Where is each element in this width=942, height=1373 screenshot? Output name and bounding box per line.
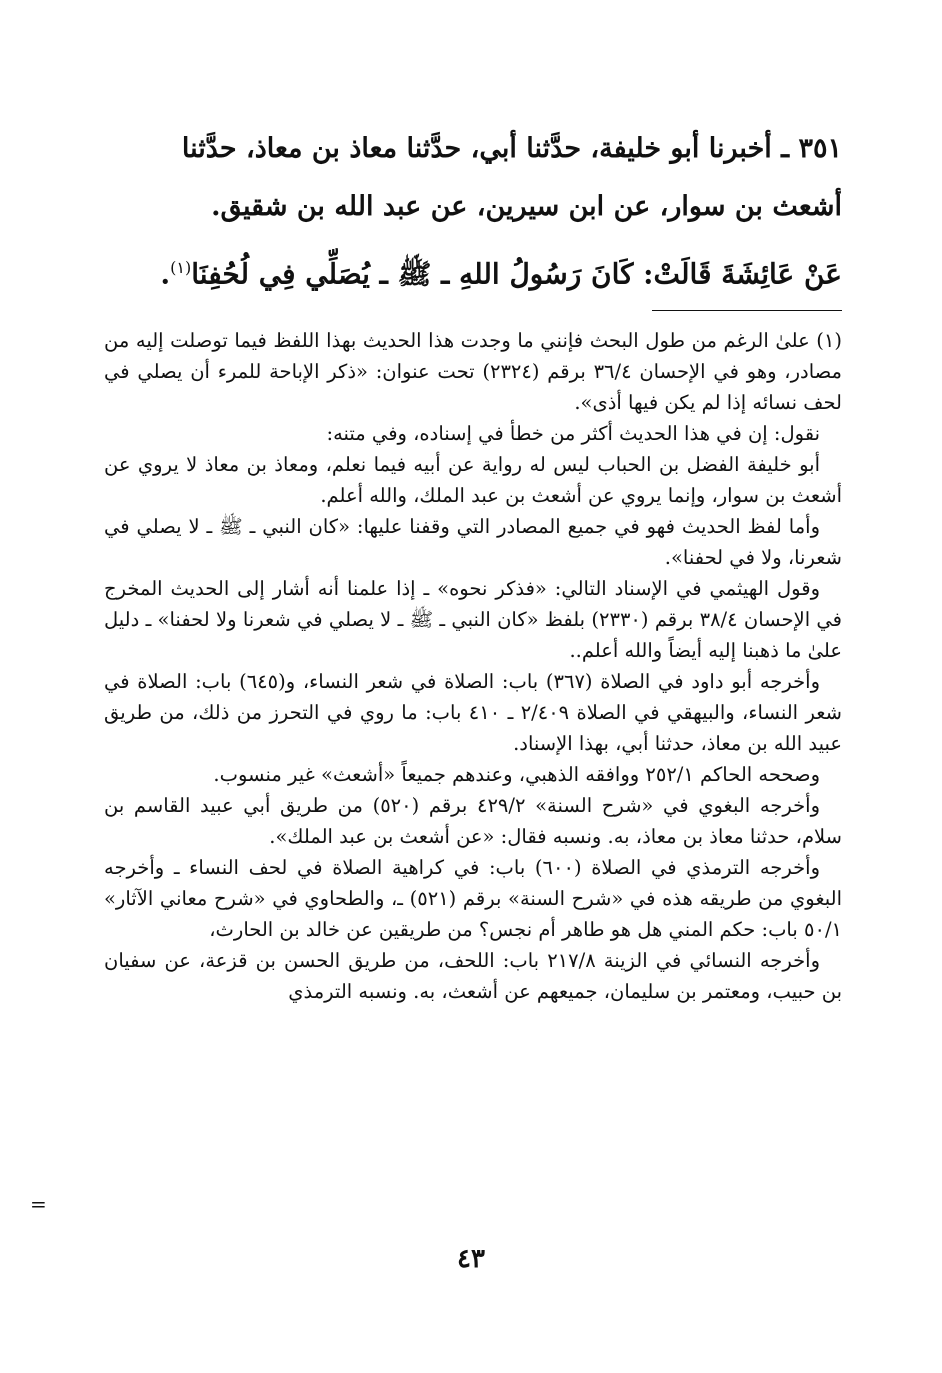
hadith-text [112,238,842,304]
continuation-mark: = [30,1192,47,1216]
footnote-1: (١) علىٰ الرغم من طول البحث فإنني ما وجدت هذا الحديث بهذا اللفظ فيما توصلت إليه من مصادر، وهو في الإحسان ٣٦/٤ برقم (٢٣٢٤) تحت عنوان: «ذكر الإباحة للمرء أن يصلي في لحف نسائه إذا لم يكن فيها أذى». [104,329,842,414]
isnad-line-1: ٣٥١ ـ أخبرنا أبو خليفة، حدَّثنا أبي، حدَّثنا معاذ بن معاذ، حدَّثنا [181,133,842,164]
isnad-line-2: أشعث بن سوار، عن ابن سيرين، عن عبد الله بن شقيق. [211,191,842,222]
page-number: ٤٣ [457,1244,485,1274]
footnote-divider [652,310,842,311]
footnote-para: وأخرجه النسائي في الزينة ٢١٧/٨ باب: اللحف، من طريق الحسن بن قزعة، عن سفيان بن حبيب، ومعتمر بن سليمان، جميعهم عن أشعث، به. ونسبه الترمذي [104,949,842,1003]
footnote-ref: (١) [170,258,192,277]
hadith-section [112,120,842,304]
footnote-para: أبو خليفة الفضل بن الحباب ليس له رواية عن أبيه فيما نعلم، ومعاذ بن معاذ لا يروي عن أشعث بن سوار، وإنما يروي عن أشعث بن عبد الملك، والله أعلم. [104,453,842,507]
footnote-para: وأخرجه البغوي في «شرح السنة» ٤٢٩/٢ برقم (٥٢٠) من طريق أبي عبيد القاسم بن سلام، حدثنا معاذ بن معاذ، به. ونسبه فقال: «عن أشعث بن عبد الملك». [104,794,842,848]
footnote-para: نقول: إن في هذا الحديث أكثر من خطأ في إسناده، وفي متنه: [326,422,820,445]
footnote-para: وأما لفظ الحديث فهو في جميع المصادر التي وقفنا عليها: «كان النبي ـ ﷺ ـ لا يصلي في شعرنا، ولا في لحفنا». [104,515,842,569]
footnote-para: وقول الهيثمي في الإسناد التالي: «فذكر نحوه» ـ إذا علمنا أنه أشار إلى الحديث المخرج في الإحسان ٣٨/٤ برقم (٢٣٣٠) بلفظ «كان النبي ـ ﷺ ـ لا يصلي في شعرنا ولا لحفنا» ـ دليل علىٰ ما ذهبنا إليه أيضاً والله أعلم.. [104,577,842,662]
hadith-end: . [160,257,171,291]
footnotes [104,325,842,1007]
footnote-para: وأخرجه الترمذي في الصلاة (٦٠٠) باب: في كراهية الصلاة في لحف النساء ـ وأخرجه البغوي من طريقه هذه في «شرح السنة» برقم (٥٢١) ـ، والطحاوي في «شرح معاني الآثار» ٥٠/١ باب: حكم المني هل هو طاهر أم نجس؟ من طريقين عن خالد بن الحارث، [104,856,842,941]
footnote-para: وأخرجه أبو داود في الصلاة (٣٦٧) باب: الصلاة في شعر النساء، و(٦٤٥) باب: الصلاة في شعر النساء، والبيهقي في الصلاة ٢/٤٠٩ ـ ٤١٠ باب: ما روي في التحرز من ذلك، من طريق عبيد الله بن معاذ، حدثنا أبي، بهذا الإسناد. [104,670,842,755]
hadith-matn: عَنْ عَائِشَةَ قَالَتْ: كَانَ رَسُولُ اللهِ ـ ﷺ ـ يُصَلِّي فِي لُحُفِنَا [191,257,842,291]
footnote-para: وصححه الحاكم ٢٥٢/١ ووافقه الذهبي، وعندهم جميعاً «أشعث» غير منسوب. [213,763,820,786]
